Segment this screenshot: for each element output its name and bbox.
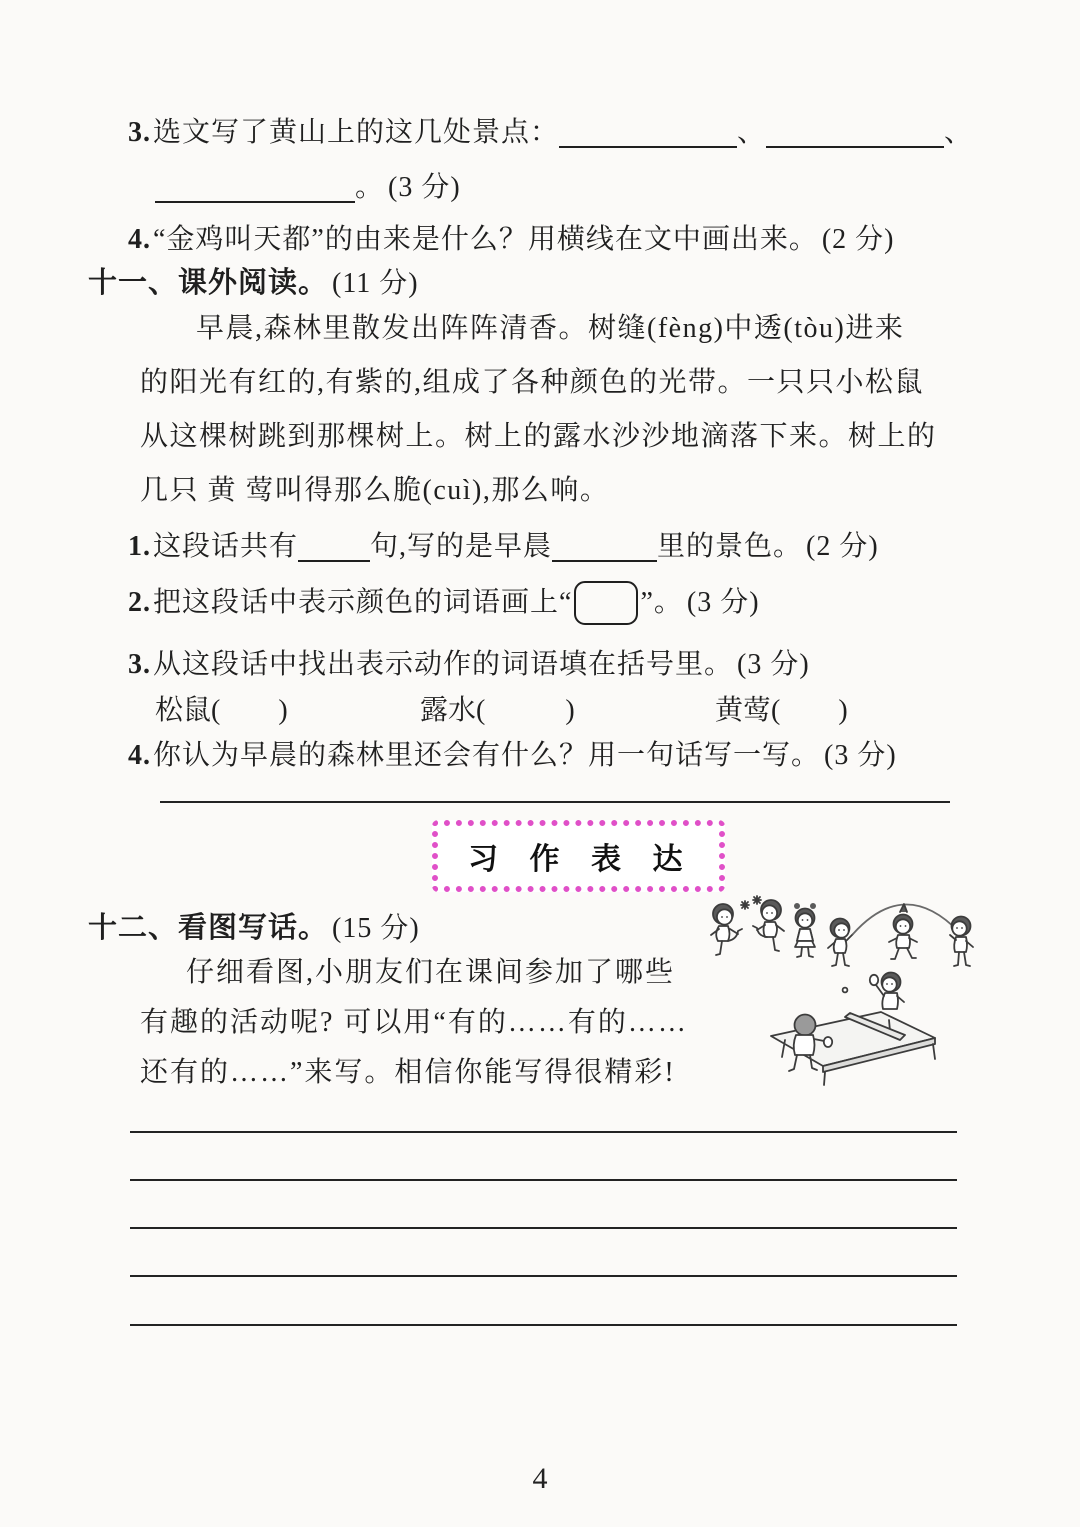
question-4-line: [128, 217, 895, 257]
answer-blank[interactable]: [298, 532, 370, 562]
section-twelve-heading: [88, 905, 420, 946]
score-label: (3 分): [824, 740, 897, 771]
prompt-line: 仔细看图,小朋友们在课间参加了哪些: [186, 957, 676, 988]
word-frame-symbol: [574, 581, 638, 625]
prompt-line: 还有的……”来写。相信你能写得很精彩!: [140, 1057, 676, 1088]
question-number: 4.: [128, 224, 151, 255]
question-text: “金鸡叫天都”的由来是什么？用横线在文中画出来。: [153, 224, 818, 255]
essay-line-4[interactable]: [130, 1275, 957, 1277]
answer-blank[interactable]: [155, 173, 355, 203]
section-title: 十二、看图写话。: [88, 912, 329, 944]
enumeration-comma: 、: [944, 117, 974, 148]
writing-section-banner: [432, 820, 725, 892]
rope-turner-boy-icon: [950, 917, 973, 967]
rope-jumper-girl-icon: [889, 904, 917, 959]
answer-blank[interactable]: [559, 118, 737, 148]
item-label: 黄莺: [715, 695, 772, 726]
reading-passage: [140, 302, 937, 518]
question-text: 从这段话中找出表示动作的词语填在括号里。: [153, 649, 734, 680]
answer-line[interactable]: [160, 801, 950, 803]
question-3-line: [128, 642, 810, 682]
paren-close: ): [838, 695, 848, 726]
jianzi-kicker-icon: [753, 900, 784, 951]
question-text: 里的景色。: [657, 531, 803, 562]
paren-open: (: [211, 695, 221, 726]
question-3-line-1: [128, 110, 973, 150]
paren-close: ): [278, 695, 288, 726]
question-number: 2.: [128, 587, 151, 618]
question-number: 1.: [128, 531, 151, 562]
banner-title: 习 作 表 达: [468, 843, 695, 876]
essay-line-5[interactable]: [130, 1324, 957, 1326]
enumeration-comma: 、: [737, 117, 767, 148]
essay-line-2[interactable]: [130, 1179, 957, 1181]
ping-pong-ball-icon: [843, 988, 848, 993]
section-eleven-heading: [88, 260, 419, 301]
score-label: (3 分): [686, 587, 760, 618]
question-number: 4.: [128, 740, 151, 771]
question-4-line-eleven: [128, 733, 897, 773]
sentence-period: 。: [355, 172, 385, 203]
score-label: (2 分): [806, 531, 879, 562]
question-text: 句,写的是早晨: [370, 531, 553, 562]
shuttlecock-icon: [741, 901, 749, 909]
section-title: 十一、课外阅读。: [88, 267, 329, 299]
standing-girl-icon: [794, 903, 816, 957]
paren-open: (: [476, 695, 486, 726]
question-2-line: [128, 580, 760, 625]
score-label: (15 分): [332, 913, 420, 944]
question-number: 3.: [128, 117, 151, 148]
score-label: (2 分): [821, 224, 895, 255]
question-3-line-2: [155, 165, 461, 205]
jianzi-kicker-icon: [711, 904, 742, 955]
verb-fill-item-songshu: [155, 688, 288, 728]
ping-pong-player-icon: [870, 973, 904, 1010]
paren-open: (: [771, 695, 781, 726]
passage-line: 从这棵树跳到那棵树上。树上的露水沙沙地滴落下来。树上的: [140, 421, 937, 452]
passage-line: 早晨,森林里散发出阵阵清香。树缝(fèng)中透(tòu)进来: [196, 313, 905, 344]
answer-blank[interactable]: [766, 118, 944, 148]
question-number: 3.: [128, 649, 151, 680]
score-label: (3 分): [737, 649, 810, 680]
verb-fill-item-huangying: [715, 688, 848, 728]
recess-illustration: [693, 888, 993, 1088]
question-text: ”。: [640, 587, 683, 618]
score-label: (3 分): [388, 172, 461, 203]
rope-turner-girl-icon: [828, 919, 853, 967]
item-label: 露水: [420, 695, 477, 726]
paren-close: ): [565, 695, 575, 726]
verb-fill-item-lushui: [420, 688, 575, 728]
passage-line: 的阳光有红的,有紫的,组成了各种颜色的光带。一只只小松鼠: [140, 367, 925, 398]
shuttlecock-icon: [753, 896, 761, 904]
question-text: 这段话共有: [153, 531, 299, 562]
page-number: 4: [532, 1462, 548, 1495]
item-label: 松鼠: [155, 695, 212, 726]
passage-line: 几只 黄 莺叫得那么脆(cuì),那么响。: [140, 475, 610, 506]
prompt-paragraph: [140, 948, 715, 1098]
prompt-line: 有趣的活动呢? 可以用“有的……有的……: [140, 1007, 688, 1038]
score-label: (11 分): [332, 268, 419, 299]
essay-line-1[interactable]: [130, 1131, 957, 1133]
question-text: 选文写了黄山上的这几处景点：: [153, 117, 560, 148]
question-text: 你认为早晨的森林里还会有什么？用一句话写一写。: [153, 740, 821, 771]
question-1-line: [128, 524, 879, 564]
essay-line-3[interactable]: [130, 1227, 957, 1229]
verb-fill-row: [155, 688, 975, 728]
question-text: 把这段话中表示颜色的词语画上“: [153, 587, 573, 618]
answer-blank[interactable]: [552, 532, 657, 562]
